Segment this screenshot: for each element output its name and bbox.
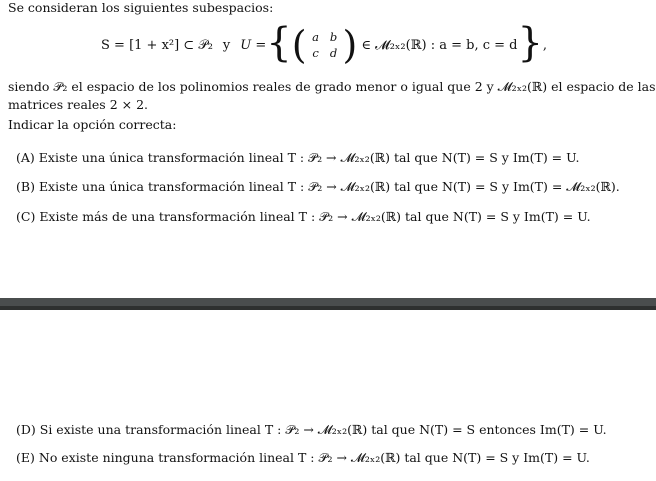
matrix-entry-a: a — [312, 30, 319, 44]
left-paren-icon: ( — [291, 23, 307, 67]
u-lhs: U = — [240, 37, 267, 53]
option-b[interactable] — [16, 179, 620, 195]
option-label: (B) — [16, 179, 35, 194]
option-label: (D) — [16, 422, 36, 437]
body-line-2: matrices reales 2 × 2. — [8, 97, 148, 112]
subspace-definitions — [101, 20, 548, 68]
option-label: (A) — [16, 150, 35, 165]
option-e[interactable] — [16, 450, 590, 466]
intro-text: Se consideran los siguientes subespacios: — [8, 0, 274, 15]
page-divider — [0, 298, 656, 310]
conjunction: y — [222, 37, 231, 53]
option-text: Existe una única transformación lineal T : 𝒫₂ → 𝓜₂ₓ₂(ℝ) tal que N(T) = S y Im(T) = U. — [38, 150, 580, 165]
option-text: Si existe una transformación lineal T : 𝒫₂ → 𝓜₂ₓ₂(ℝ) tal que N(T) = S entonces Im(T) = U. — [39, 422, 607, 437]
formula-tail: , — [542, 37, 548, 53]
option-label: (E) — [16, 450, 35, 465]
right-paren-icon: ) — [342, 23, 358, 67]
option-a[interactable] — [16, 150, 580, 166]
instruction-text: Indicar la opción correcta: — [8, 117, 177, 132]
matrix-entry-d: d — [329, 46, 338, 60]
option-label: (C) — [16, 209, 36, 224]
body-line-1: siendo 𝒫₂ el espacio de los polinomios reales de grado menor o igual que 2 y 𝓜₂ₓ₂(ℝ) el espacio de las — [8, 79, 656, 94]
option-text: Existe una única transformación lineal T : 𝒫₂ → 𝓜₂ₓ₂(ℝ) tal que N(T) = S y Im(T) = 𝓜₂ₓ₂(ℝ). — [38, 179, 620, 194]
matrix-entry-c: c — [312, 46, 319, 60]
option-text: No existe ninguna transformación lineal T : 𝒫₂ → 𝓜₂ₓ₂(ℝ) tal que N(T) = S y Im(T) = U. — [38, 450, 590, 465]
generic-matrix — [307, 30, 343, 60]
divider-shadow — [0, 306, 656, 310]
s-definition: S = [1 + x²] ⊂ 𝒫₂ — [101, 37, 213, 53]
right-brace-icon: } — [517, 20, 543, 66]
option-text: Existe más de una transformación lineal T : 𝒫₂ → 𝓜₂ₓ₂(ℝ) tal que N(T) = S y Im(T) = U. — [39, 209, 591, 224]
option-d[interactable] — [16, 422, 607, 438]
matrix-entry-b: b — [329, 30, 338, 44]
u-condition: ∈ 𝓜₂ₓ₂(ℝ) : a = b, c = d — [361, 37, 518, 53]
option-c[interactable] — [16, 209, 591, 225]
left-brace-icon: { — [266, 20, 292, 66]
